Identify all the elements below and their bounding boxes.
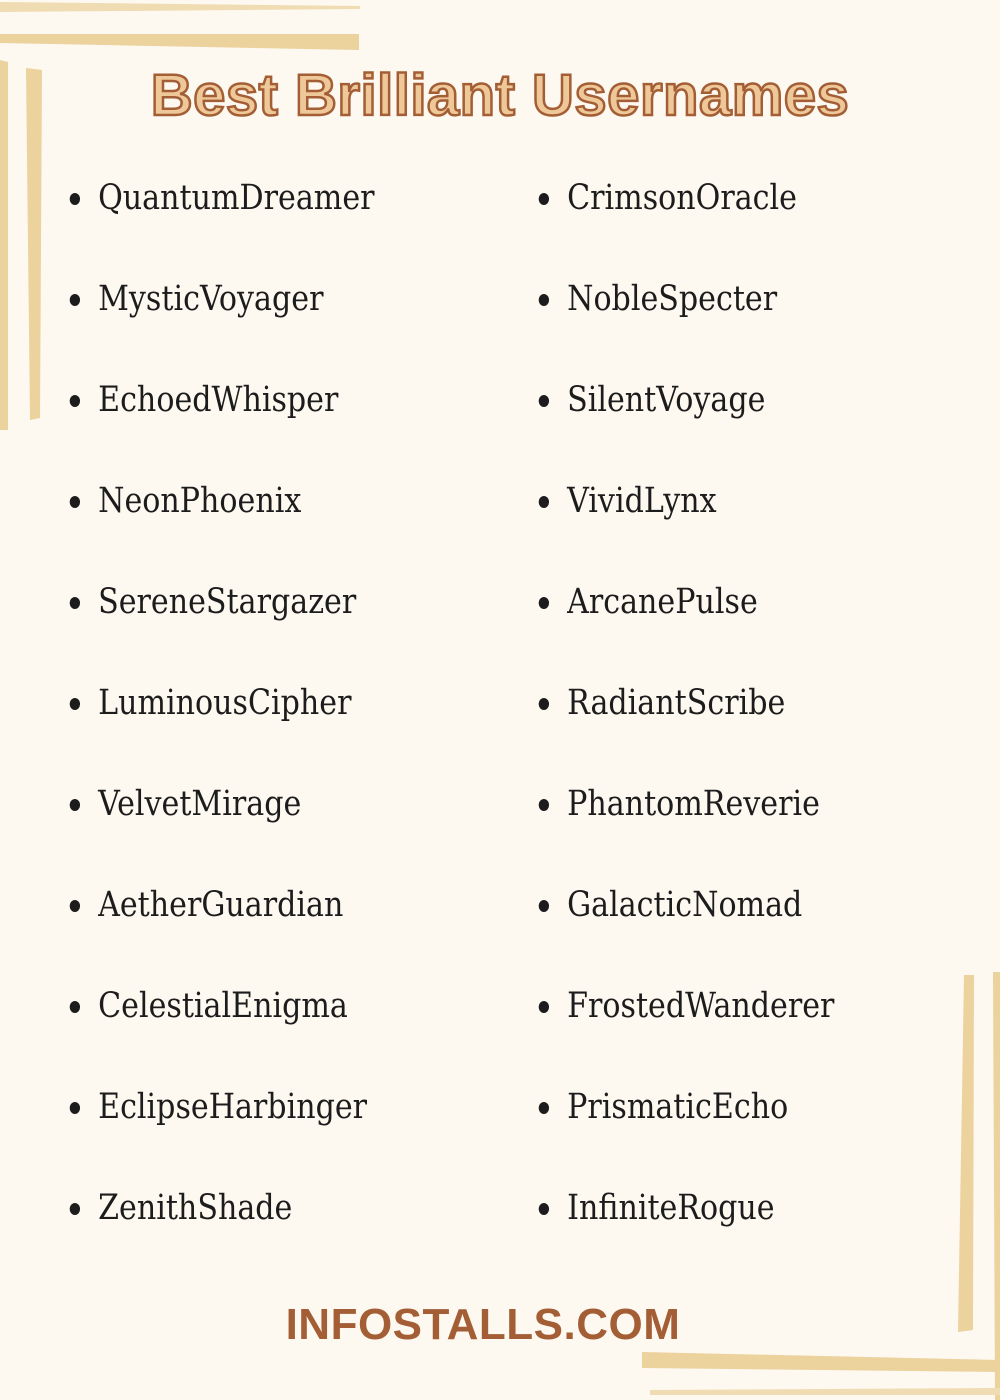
list-item: EchoedWhisper (68, 350, 375, 451)
list-item: GalacticNomad (537, 855, 834, 956)
list-item: CelestialEnigma (68, 956, 375, 1057)
site-watermark: INFOSTALLS.COM (285, 1300, 681, 1349)
list-item: FrostedWanderer (537, 956, 834, 1057)
top-left-stripe-wide (0, 34, 359, 50)
list-item: NobleSpecter (537, 249, 834, 350)
bottom-right-stripe-wide (642, 1352, 1000, 1372)
list-item: MysticVoyager (68, 249, 375, 350)
username-list-right (537, 148, 883, 1259)
page-title: Best Brilliant Usernames (150, 63, 850, 128)
list-item: PrismaticEcho (537, 1057, 834, 1158)
top-left-stripe-thin (0, 2, 360, 12)
list-item: QuantumDreamer (68, 148, 375, 249)
list-item: LuminousCipher (68, 653, 375, 754)
list-item: ZenithShade (68, 1158, 375, 1259)
right-vertical-stripe-thin (993, 972, 1000, 1400)
list-item: InfiniteRogue (537, 1158, 834, 1259)
username-list-left (68, 148, 424, 1259)
list-item: ArcanePulse (537, 552, 834, 653)
bottom-right-stripe-thin (650, 1388, 1000, 1395)
right-vertical-stripe-wide (958, 975, 974, 1332)
list-item: PhantomReverie (537, 754, 834, 855)
list-item: VividLynx (537, 451, 834, 552)
list-item: SilentVoyage (537, 350, 834, 451)
list-item: AetherGuardian (68, 855, 375, 956)
list-item: RadiantScribe (537, 653, 834, 754)
list-item: NeonPhoenix (68, 451, 375, 552)
list-item: EclipseHarbinger (68, 1057, 375, 1158)
list-item: CrimsonOracle (537, 148, 834, 249)
list-item: VelvetMirage (68, 754, 375, 855)
list-item: SereneStargazer (68, 552, 375, 653)
